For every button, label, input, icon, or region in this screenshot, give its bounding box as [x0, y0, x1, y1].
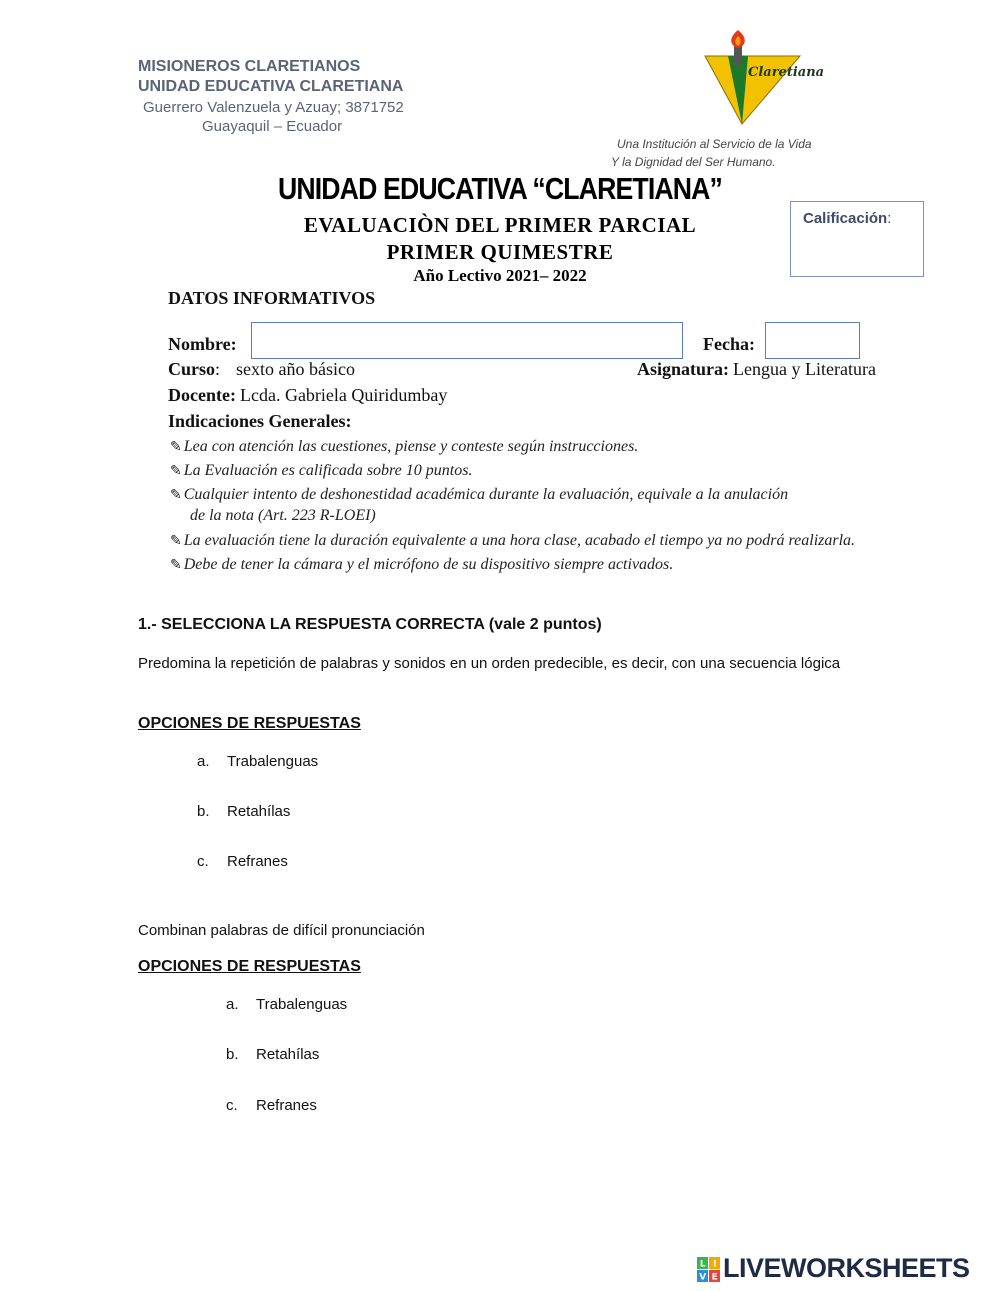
svg-text:V: V [699, 1272, 706, 1283]
teacher-row [168, 385, 447, 406]
pencil-icon: ✎ [170, 464, 182, 479]
indication-item-cont: de la nota (Art. 223 R-LOEI) [190, 507, 376, 524]
question-2-text: Combinan palabras de difícil pronunciación [138, 922, 425, 939]
torch-logo-icon [700, 28, 825, 128]
grade-box[interactable] [790, 201, 924, 277]
quimestre-title: PRIMER QUIMESTRE [386, 240, 614, 264]
indication-item: ✎ La evaluación tiene la duración equivalente a una hora clase, acabado el tiempo ya no podrá realizarla. [170, 532, 856, 549]
pencil-icon: ✎ [170, 558, 182, 573]
options-heading: OPCIONES DE RESPUESTAS [138, 958, 361, 975]
svg-text:L: L [699, 1259, 706, 1270]
question-1-text: Predomina la repetición de palabras y sonidos en un orden predecible, es decir, con una secuencia lógica [138, 655, 841, 672]
motto-line-1: Una Institución al Servicio de la Vida [617, 137, 812, 151]
grade-label: Calificación: [803, 210, 892, 227]
subject-row [637, 359, 876, 380]
school-city: Guayaquil – Ecuador [202, 118, 343, 135]
teacher-label: Docente: [168, 385, 236, 405]
q2-option-b[interactable]: b. Retahílas [226, 1046, 320, 1063]
evaluation-title: EVALUACIÒN DEL PRIMER PARCIAL [303, 213, 697, 237]
date-label: Fecha: [703, 334, 755, 354]
q2-option-c[interactable]: c. Refranes [226, 1097, 317, 1114]
school-title: UNIDAD EDUCATIVA “CLARETIANA” [277, 171, 723, 206]
indication-item: ✎ La Evaluación es calificada sobre 10 puntos. [170, 462, 473, 479]
course-label: Curso [168, 359, 216, 379]
logo-text: Claretiana [748, 65, 825, 80]
info-heading: DATOS INFORMATIVOS [168, 288, 376, 308]
svg-text:E: E [711, 1272, 718, 1283]
subject-label: Asignatura: [637, 359, 730, 379]
motto-line-2: Y la Dignidad del Ser Humano. [611, 155, 776, 169]
pencil-icon: ✎ [170, 534, 182, 549]
course-value: sexto año básico [236, 359, 355, 379]
svg-text:I: I [713, 1259, 716, 1270]
liveworksheets-text: LIVEWORKSHEETS [723, 1253, 970, 1283]
indication-item: ✎ Cualquier intento de deshonestidad académica durante la evaluación, equivale a la anulación [170, 486, 789, 503]
options-heading: OPCIONES DE RESPUESTAS [138, 715, 361, 732]
school-logo [700, 28, 825, 128]
pencil-icon: ✎ [170, 440, 182, 455]
org-line-1: MISIONEROS CLARETIANOS [138, 58, 361, 75]
liveworksheets-logo[interactable] [697, 1253, 970, 1284]
q1-option-a[interactable]: a. Trabalenguas [197, 753, 319, 770]
date-field[interactable] [765, 322, 860, 359]
indication-item: ✎ Debe de tener la cámara y el micrófono de su dispositivo siempre activados. [170, 556, 674, 573]
name-field[interactable] [251, 322, 683, 359]
q1-option-b[interactable]: b. Retahílas [197, 803, 291, 820]
q1-option-c[interactable]: c. Refranes [197, 853, 288, 870]
liveworksheets-icon [697, 1257, 721, 1283]
subject-value: Lengua y Literatura [733, 359, 876, 379]
course-row: Curso: sexto año básico [168, 359, 355, 379]
name-label: Nombre: [168, 334, 237, 354]
section-title: 1.- SELECCIONA LA RESPUESTA CORRECTA (vale 2 puntos) [138, 616, 602, 633]
org-line-2: UNIDAD EDUCATIVA CLARETIANA [138, 78, 404, 95]
teacher-value: Lcda. Gabriela Quiridumbay [239, 385, 448, 405]
school-address: Guerrero Valenzuela y Azuay; 3871752 [143, 99, 404, 116]
indication-item: ✎ Lea con atención las cuestiones, piense y conteste según instrucciones. [170, 438, 639, 455]
school-year: Año Lectivo 2021– 2022 [413, 266, 587, 285]
indications-heading: Indicaciones Generales: [168, 411, 352, 431]
pencil-icon: ✎ [170, 488, 182, 503]
q2-option-a[interactable]: a. Trabalenguas [226, 996, 348, 1013]
